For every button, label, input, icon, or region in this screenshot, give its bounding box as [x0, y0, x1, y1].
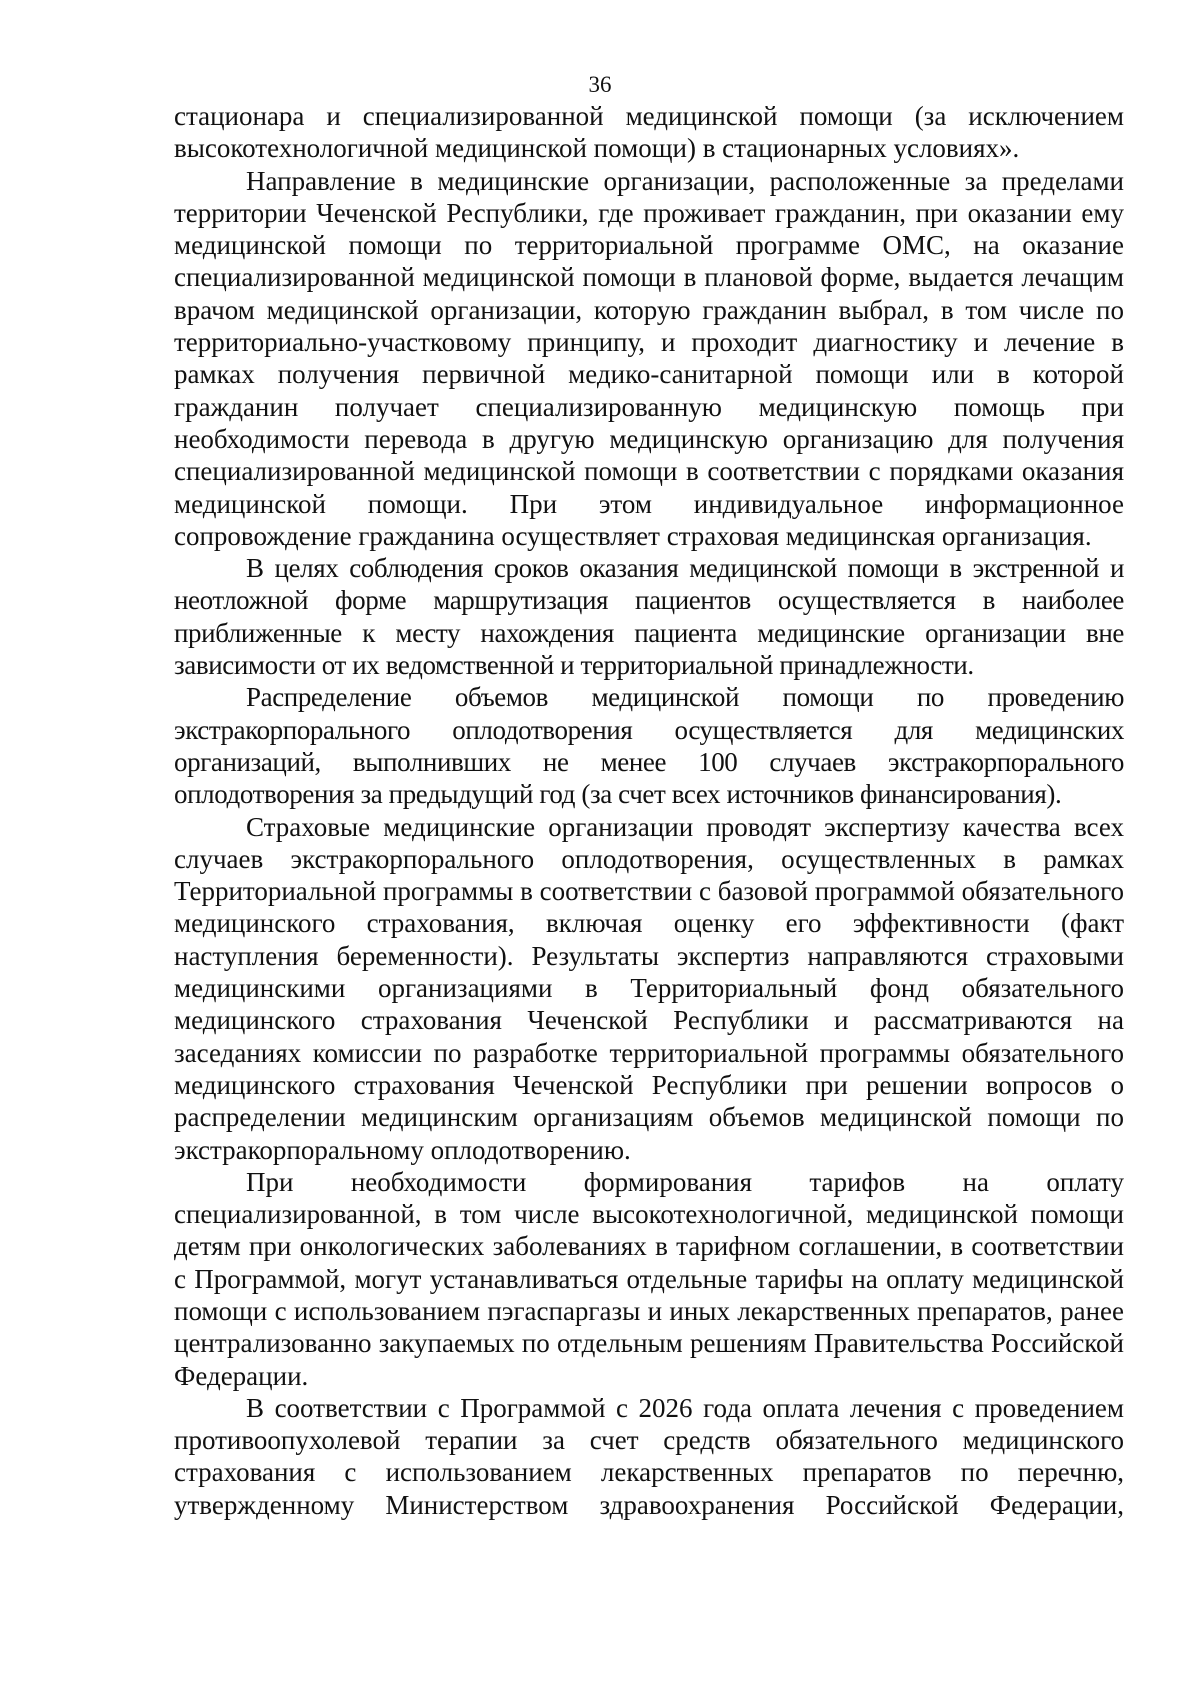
paragraph-referral: Направление в медицинские организации, расположенные за пределами территории Чеченской Республики, где проживает гражданин, при оказании ему медицинской помощи по территориальной программе ОМС, на оказание специализированной медицинской помощи в плановой форме, выдается лечащим врачом медицинской организации, которую гражданин выбрал, в том числе по территориально-участковому принципу, и проходит диагностику и лечение в рамках получения первичной медико-санитарной помощи или в которой гражданин получает специализированную медицинскую помощь при необходимости перевода в другую медицинскую организацию для получения специализированной медицинской помощи в соответствии с порядками оказания медицинской помощи. При этом индивидуальное информационное сопровождение гражданина осуществляет страховая медицинская организация. — [174, 165, 1124, 551]
paragraph-tariffs: При необходимости формирования тарифов на оплату специализированной, в том числе высокотехнологичной, медицинской помощи детям при онкологических заболеваниях в тарифном соглашении, в соответствии с Программой, могут устанавливаться отдельные тарифы на оплату медицинской помощи с использованием пэгаспаргазы и иных лекарственных препаратов, ранее централизованно закупаемых по отдельным решениям Правительства Российской Федерации. — [174, 1166, 1124, 1391]
paragraph-continuation: стационара и специализированной медицинской помощи (за исключением высокотехнологичной медицинской помощи) в стационарных условиях». — [174, 101, 1124, 164]
paragraph-ivf-expertise: Страховые медицинские организации проводят экспертизу качества всех случаев экстракорпорального оплодотворения, осуществленных в рамках Территориальной программы в соответствии с базовой программой обязательного медицинского страхования, включая оценку его эффективности (факт наступления беременности). Результаты экспертиз направляются страховыми медицинскими организациями в Территориальный фонд обязательного медицинского страхования Чеченской Республики и рассматриваются на заседаниях комиссии по разработке территориальной программы обязательного медицинского страхования Чеченской Республики при решении вопросов о распределении медицинским организациям объемов медицинской помощи по экстракорпоральному оплодотворению. — [174, 811, 1124, 1165]
document-body — [174, 100, 1124, 1521]
paragraph-antitumor-therapy: В соответствии с Программой с 2026 года оплата лечения с проведением противоопухолевой терапии за счет средств обязательного медицинского страхования с использованием лекарственных препаратов по перечню, утвержденному Министерством здравоохранения Российской Федерации, — [174, 1392, 1124, 1520]
paragraph-routing: В целях соблюдения сроков оказания медицинской помощи в экстренной и неотложной форме маршрутизация пациентов осуществляется в наиболее приближенные к месту нахождения пациента медицинские организации вне зависимости от их ведомственной и территориальной принадлежности. — [174, 553, 1124, 681]
paragraph-ivf-distribution: Распределение объемов медицинской помощи по проведению экстракорпорального оплодотворения осуществляется для медицинских организаций, выполнивших не менее 100 случаев экстракорпорального оплодотворения за предыдущий год (за счет всех источников финансирования). — [174, 682, 1124, 810]
page-number: 36 — [588, 72, 612, 97]
